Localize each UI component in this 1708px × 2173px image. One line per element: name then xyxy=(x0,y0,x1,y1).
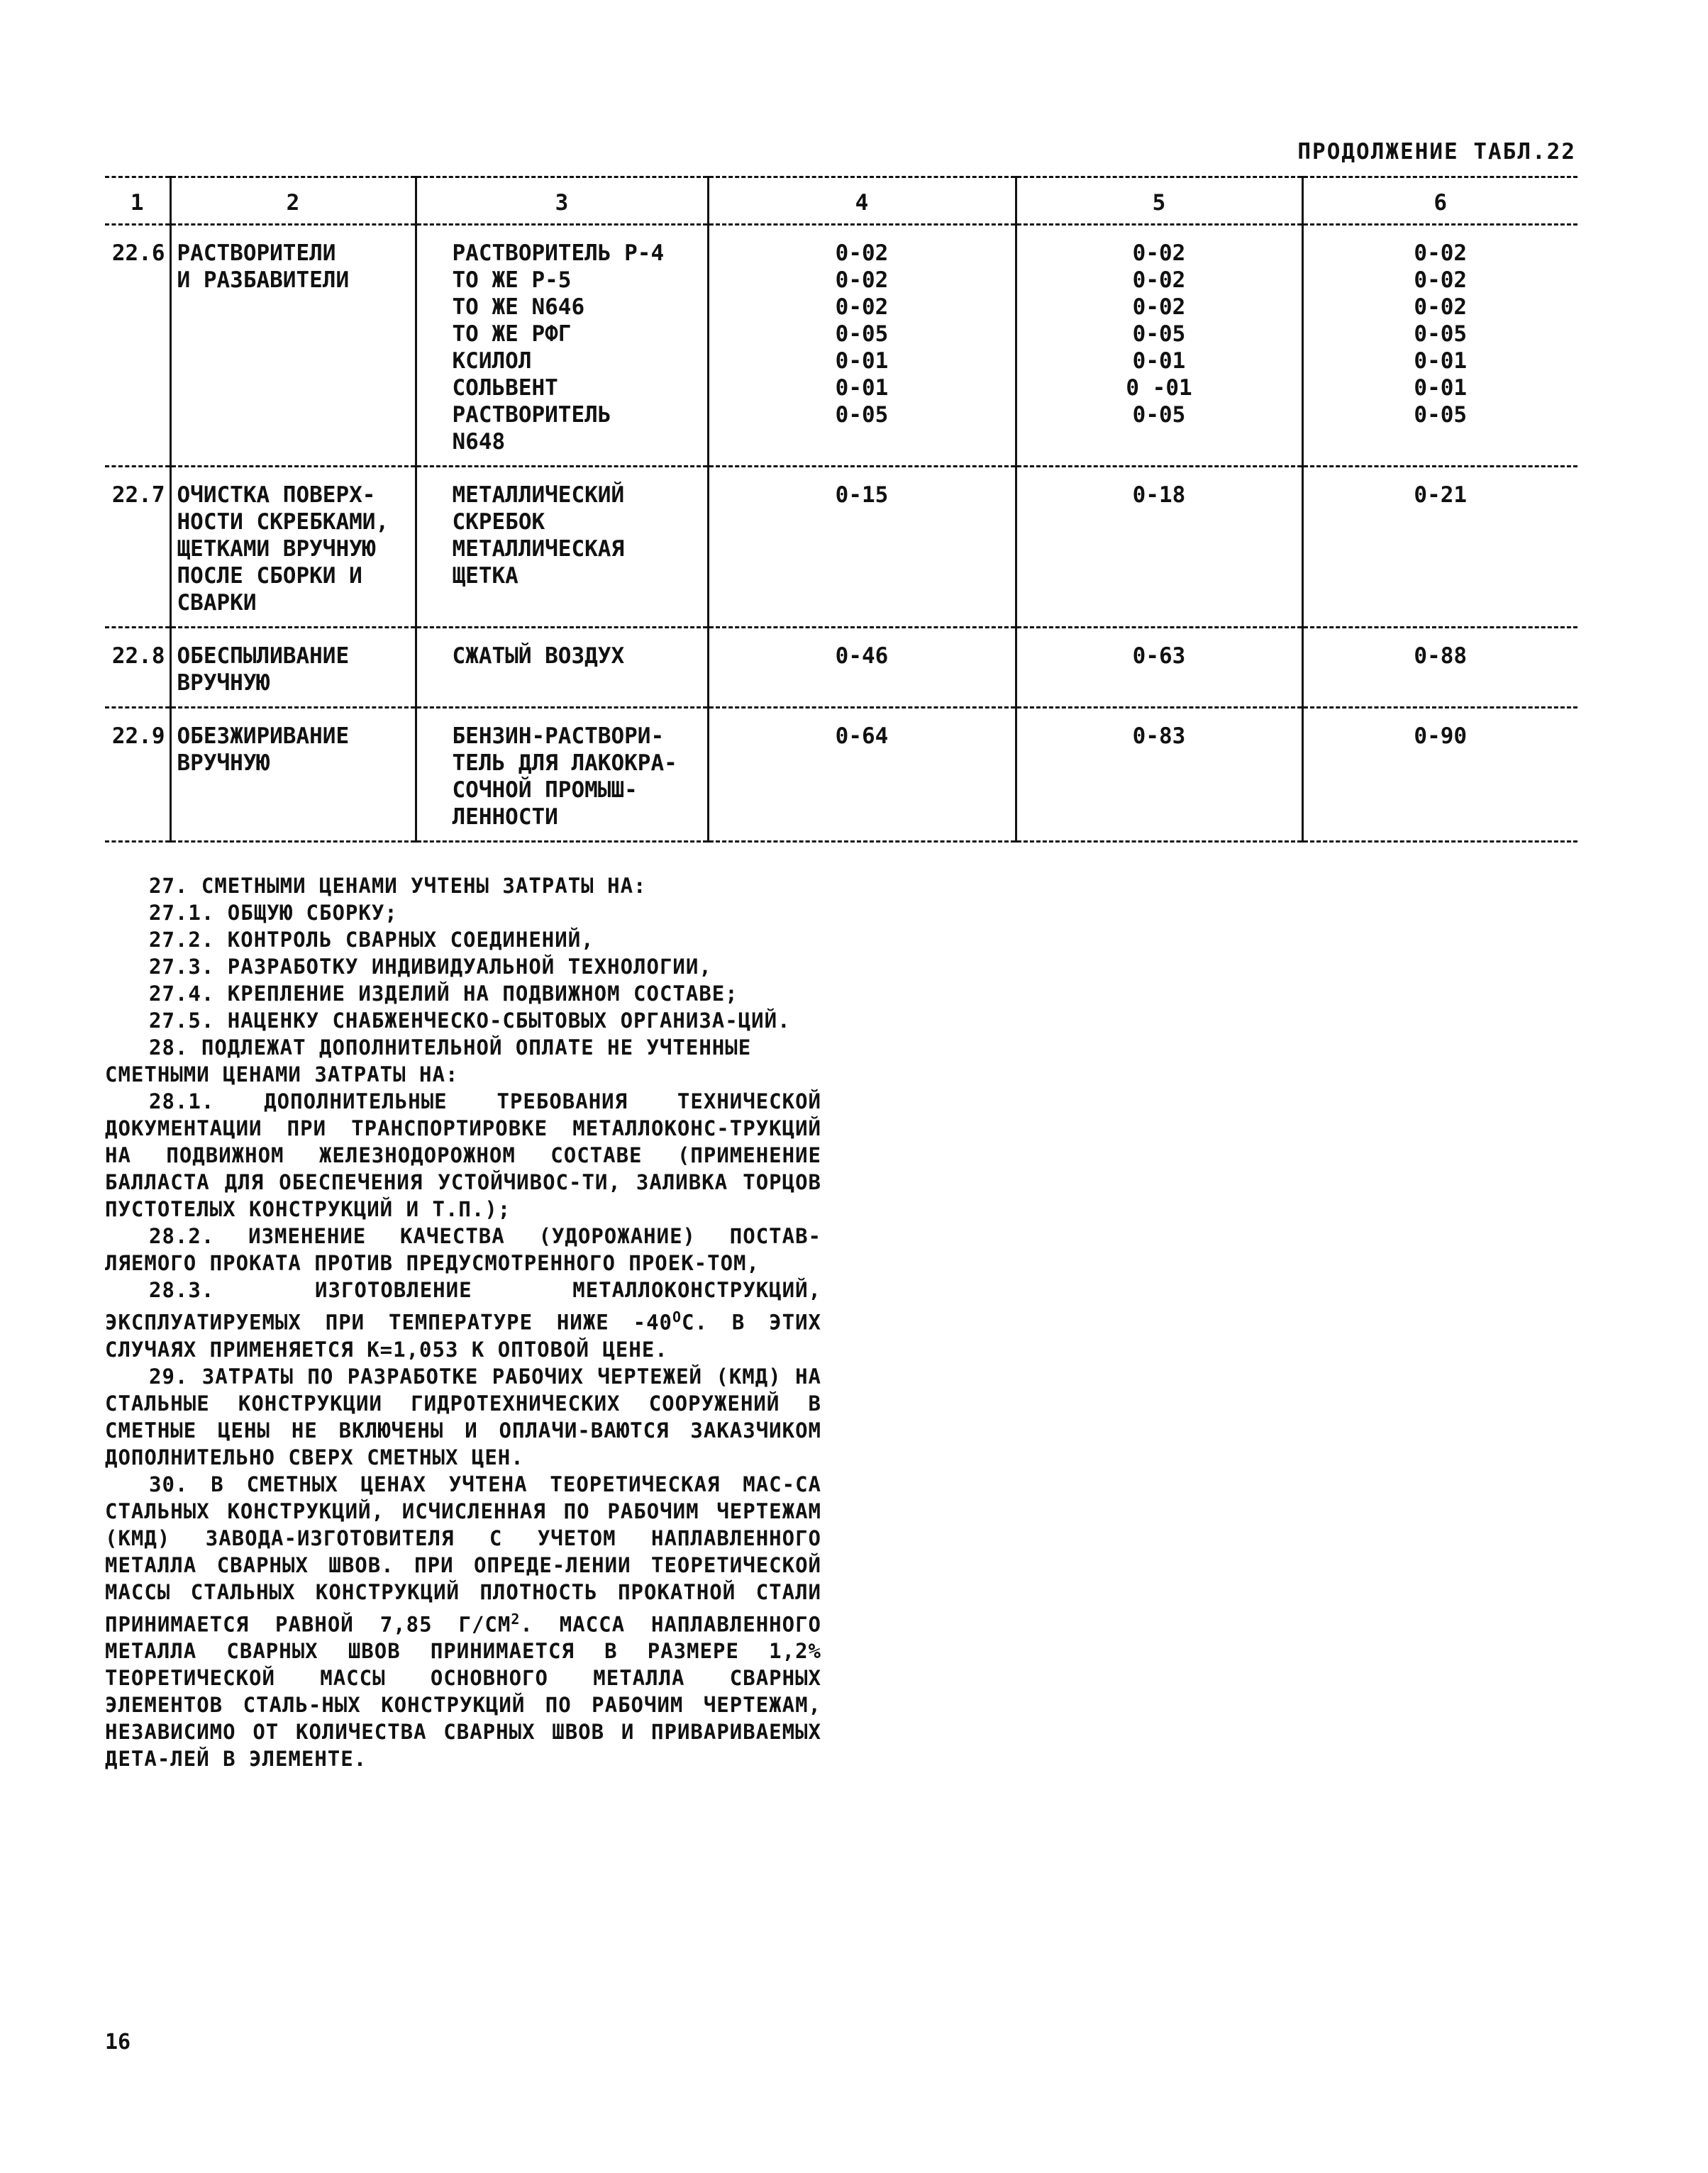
price-col6-cell xyxy=(1302,467,1577,628)
material-cell xyxy=(416,628,708,708)
price-col5-cell xyxy=(1016,628,1302,708)
paragraph-text: . МАССА НАПЛАВЛЕННОГО МЕТАЛЛА СВАРНЫХ ШВОВ ПРИНИМАЕТСЯ В РАЗМЕРЕ 1,2% ТЕОРЕТИЧЕСКОЙ МАССЫ ОСНОВНОГО МЕТАЛЛА СВАРНЫХ ЭЛЕМЕНТОВ СТАЛЬ-НЫХ КОНСТРУКЦИЙ ПО РАБОЧИМ ЧЕРТЕЖАМ, НЕЗАВИСИМО ОТ КОЛИЧЕСТВА СВАРНЫХ ШВОВ И ПРИВАРИВАЕМЫХ ДЕТА-ЛЕЙ В ЭЛЕМЕНТЕ. xyxy=(105,1612,821,1772)
material-line: КСИЛОЛ xyxy=(452,348,532,374)
material-line: МЕТАЛЛИЧЕСКИЙ xyxy=(452,482,625,508)
table-header-row xyxy=(105,177,1577,225)
price-col5-cell xyxy=(1016,708,1302,842)
table-continuation-header: ПРОДОЛЖЕНИЕ ТАБЛ.22 xyxy=(1297,139,1576,165)
work-name-line: ЩЕТКАМИ ВРУЧНУЮ xyxy=(177,536,376,562)
material-line: ЩЕТКА xyxy=(452,563,518,589)
work-name-line: ОЧИСТКА ПОВЕРХ- xyxy=(177,482,376,508)
paragraph-number: 27. xyxy=(149,874,189,898)
material-line: ТО ЖЕ Р-5 xyxy=(452,267,572,293)
material-cell xyxy=(416,225,708,467)
paragraph xyxy=(105,899,821,926)
paragraph-text: ПОДЛЕЖАТ ДОПОЛНИТЕЛЬНОЙ ОПЛАТЕ НЕ УЧТЕННЫЕ СМЕТНЫМИ ЦЕНАМИ ЗАТРАТЫ НА: xyxy=(105,1035,752,1086)
price-value: 0-18 xyxy=(1132,482,1186,508)
price-value: 0-05 xyxy=(1132,321,1186,347)
price-col5-cell xyxy=(1016,225,1302,467)
row-number: 22.6 xyxy=(105,225,170,467)
row-number: 22.7 xyxy=(105,467,170,628)
material-line: ТО ЖЕ РФГ xyxy=(452,321,572,347)
price-value: 0-46 xyxy=(835,643,889,669)
price-col6-cell xyxy=(1302,628,1577,708)
column-header: 4 xyxy=(708,177,1016,225)
price-col4-cell xyxy=(708,628,1016,708)
paragraph xyxy=(105,1471,821,1773)
paragraph-number: 27.3. xyxy=(149,955,215,979)
price-col5-cell xyxy=(1016,467,1302,628)
paragraph xyxy=(105,926,821,953)
paragraph-number: 28. xyxy=(149,1035,189,1060)
price-value: 0-02 xyxy=(1414,240,1468,266)
price-value: 0 -01 xyxy=(1126,375,1192,401)
price-value: 0-05 xyxy=(1414,321,1468,347)
work-name-cell xyxy=(170,708,416,842)
price-value: 0-01 xyxy=(1414,375,1468,401)
price-col6-cell xyxy=(1302,708,1577,842)
material-line: СОЧНОЙ ПРОМЫШ- xyxy=(452,777,638,803)
price-value: 0-64 xyxy=(835,723,889,749)
material-line: РАСТВОРИТЕЛЬ xyxy=(452,402,611,428)
price-value: 0-88 xyxy=(1414,643,1468,669)
paragraph-number: 29. xyxy=(149,1364,189,1389)
paragraph-text: СМЕТНЫМИ ЦЕНАМИ УЧТЕНЫ ЗАТРАТЫ НА: xyxy=(201,874,647,898)
column-header: 1 xyxy=(105,177,170,225)
price-value: 0-83 xyxy=(1132,723,1186,749)
work-name-cell xyxy=(170,467,416,628)
column-header: 3 xyxy=(416,177,708,225)
paragraph-text: ИЗМЕНЕНИЕ КАЧЕСТВА (УДОРОЖАНИЕ) ПОСТАВ-ЛЯЕМОГО ПРОКАТА ПРОТИВ ПРЕДУСМОТРЕННОГО ПРОЕК-ТОМ, xyxy=(105,1224,822,1275)
price-table xyxy=(105,176,1577,843)
paragraph-number: 30. xyxy=(149,1472,189,1496)
paragraph-text: РАЗРАБОТКУ ИНДИВИДУАЛЬНОЙ ТЕХНОЛОГИИ, xyxy=(227,955,712,979)
work-name-line: ПОСЛЕ СБОРКИ И xyxy=(177,563,362,589)
price-value: 0-02 xyxy=(1414,267,1468,293)
price-value: 0-21 xyxy=(1414,482,1468,508)
paragraph-number: 28.1. xyxy=(149,1089,215,1113)
price-value: 0-02 xyxy=(835,240,889,266)
material-line: СКРЕБОК xyxy=(452,509,545,535)
work-name-line: РАСТВОРИТЕЛИ xyxy=(177,240,336,266)
paragraph xyxy=(105,1223,821,1277)
material-line: СЖАТЫЙ ВОЗДУХ xyxy=(452,643,625,669)
price-col4-cell xyxy=(708,225,1016,467)
price-value: 0-02 xyxy=(1132,240,1186,266)
price-value: 0-01 xyxy=(835,375,889,401)
price-value: 0-01 xyxy=(835,348,889,374)
column-header: 5 xyxy=(1016,177,1302,225)
price-value: 0-02 xyxy=(1132,267,1186,293)
material-line: БЕНЗИН-РАСТВОРИ- xyxy=(452,723,665,749)
work-name-cell xyxy=(170,628,416,708)
paragraph xyxy=(105,1277,821,1363)
paragraph-text: ЗАТРАТЫ ПО РАЗРАБОТКЕ РАБОЧИХ ЧЕРТЕЖЕЙ (КМД) НА СТАЛЬНЫЕ КОНСТРУКЦИИ ГИДРОТЕХНИЧЕСКИХ СООРУЖЕНИЙ В СМЕТНЫЕ ЦЕНЫ НЕ ВКЛЮЧЕНЫ И ОПЛАЧИ-ВАЮТСЯ ЗАКАЗЧИКОМ ДОПОЛНИТЕЛЬНО СВЕРХ СМЕТНЫХ ЦЕН. xyxy=(105,1364,821,1469)
price-value: 0-63 xyxy=(1132,643,1186,669)
material-line: МЕТАЛЛИЧЕСКАЯ xyxy=(452,536,625,562)
work-name-line: НОСТИ СКРЕБКАМИ, xyxy=(177,509,389,535)
table-row xyxy=(105,467,1577,628)
work-name-cell xyxy=(170,225,416,467)
table-row xyxy=(105,708,1577,842)
work-name-line: ОБЕСПЫЛИВАНИЕ xyxy=(177,643,350,669)
paragraph xyxy=(105,1034,821,1088)
paragraph xyxy=(105,1088,821,1223)
paragraph-text: С. В ЭТИХ СЛУЧАЯХ ПРИМЕНЯЕТСЯ К=1,053 К ОПТОВОЙ ЦЕНЕ. xyxy=(105,1310,821,1362)
table-row xyxy=(105,628,1577,708)
paragraph-number: 27.2. xyxy=(149,928,215,952)
paragraph xyxy=(105,872,821,899)
paragraph-text: КОНТРОЛЬ СВАРНЫХ СОЕДИНЕНИЙ, xyxy=(227,928,594,952)
paragraph-text: НАЦЕНКУ СНАБЖЕНЧЕСКО-СБЫТОВЫХ ОРГАНИЗА-ЦИЙ. xyxy=(227,1008,791,1033)
paragraph-text: ОБЩУЮ СБОРКУ; xyxy=(227,901,398,925)
price-value: 0-02 xyxy=(835,267,889,293)
paragraph xyxy=(105,1363,821,1471)
price-value: 0-05 xyxy=(835,321,889,347)
material-line: РАСТВОРИТЕЛЬ Р-4 xyxy=(452,240,665,266)
paragraph-number: 28.2. xyxy=(149,1224,215,1248)
paragraph xyxy=(105,980,821,1007)
table-body xyxy=(105,225,1577,842)
paragraph-text: ИЗГОТОВЛЕНИЕ МЕТАЛЛОКОНСТРУКЦИЙ, ЭКСПЛУАТИРУЕМЫХ ПРИ ТЕМПЕРАТУРЕ НИЖЕ -40 xyxy=(105,1278,821,1335)
work-name-line: СВАРКИ xyxy=(177,590,257,616)
paragraph-text: ДОПОЛНИТЕЛЬНЫЕ ТРЕБОВАНИЯ ТЕХНИЧЕСКОЙ ДОКУМЕНТАЦИИ ПРИ ТРАНСПОРТИРОВКЕ МЕТАЛЛОКОНС-ТРУКЦИЙ НА ПОДВИЖНОМ ЖЕЛЕЗНОДОРОЖНОМ СОСТАВЕ (ПРИМЕНЕНИЕ БАЛЛАСТА ДЛЯ ОБЕСПЕЧЕНИЯ УСТОЙЧИВОС-ТИ, ЗАЛИВКА ТОРЦОВ ПУСТОТЕЛЫХ КОНСТРУКЦИЙ И Т.П.); xyxy=(105,1089,821,1221)
paragraph-number: 27.4. xyxy=(149,982,215,1006)
price-value: 0-02 xyxy=(1414,294,1468,320)
superscript: О xyxy=(672,1308,682,1326)
price-col4-cell xyxy=(708,467,1016,628)
paragraph-number: 27.1. xyxy=(149,901,215,925)
row-number: 22.9 xyxy=(105,708,170,842)
paragraph-text: КРЕПЛЕНИЕ ИЗДЕЛИЙ НА ПОДВИЖНОМ СОСТАВЕ; xyxy=(227,982,738,1006)
paragraph-number: 27.5. xyxy=(149,1008,215,1033)
price-value: 0-15 xyxy=(835,482,889,508)
material-line: ТЕЛЬ ДЛЯ ЛАКОКРА- xyxy=(452,750,677,776)
material-line: ТО ЖЕ N646 xyxy=(452,294,585,320)
material-cell xyxy=(416,467,708,628)
column-header: 2 xyxy=(170,177,416,225)
table-row xyxy=(105,225,1577,467)
price-col6-cell xyxy=(1302,225,1577,467)
material-line: СОЛЬВЕНТ xyxy=(452,375,558,401)
price-value: 0-05 xyxy=(1414,402,1468,428)
paragraph-number: 28.3. xyxy=(149,1278,215,1302)
price-value: 0-90 xyxy=(1414,723,1468,749)
work-name-line: ОБЕЗЖИРИВАНИЕ xyxy=(177,723,350,749)
price-value: 0-02 xyxy=(1132,294,1186,320)
notes-section xyxy=(105,872,821,1772)
price-value: 0-01 xyxy=(1132,348,1186,374)
price-value: 0-05 xyxy=(1132,402,1186,428)
material-line: ЛЕННОСТИ xyxy=(452,804,558,830)
material-cell xyxy=(416,708,708,842)
price-value: 0-05 xyxy=(835,402,889,428)
row-number: 22.8 xyxy=(105,628,170,708)
work-name-line: ВРУЧНУЮ xyxy=(177,750,270,776)
superscript: 2 xyxy=(511,1610,521,1628)
paragraph-text: В СМЕТНЫХ ЦЕНАХ УЧТЕНА ТЕОРЕТИЧЕСКАЯ МАС-СА СТАЛЬНЫХ КОНСТРУКЦИЙ, ИСЧИСЛЕННАЯ ПО РАБОЧИМ ЧЕРТЕЖАМ (КМД) ЗАВОДА-ИЗГОТОВИТЕЛЯ С УЧЕТОМ НАПЛАВЛЕННОГО МЕТАЛЛА СВАРНЫХ ШВОВ. ПРИ ОПРЕДЕ-ЛЕНИИ ТЕОРЕТИЧЕСКОЙ МАССЫ СТАЛЬНЫХ КОНСТРУКЦИЙ ПЛОТНОСТЬ ПРОКАТНОЙ СТАЛИ ПРИНИМАЕТСЯ РАВНОЙ 7,85 Г/СМ xyxy=(105,1472,821,1637)
material-line: N648 xyxy=(452,429,506,455)
work-name-line: И РАЗБАВИТЕЛИ xyxy=(177,267,350,293)
price-value: 0-01 xyxy=(1414,348,1468,374)
page-number: 16 xyxy=(105,2030,131,2055)
price-col4-cell xyxy=(708,708,1016,842)
column-header: 6 xyxy=(1302,177,1577,225)
paragraph xyxy=(105,953,821,980)
work-name-line: ВРУЧНУЮ xyxy=(177,670,270,696)
paragraph xyxy=(105,1007,821,1034)
price-value: 0-02 xyxy=(835,294,889,320)
